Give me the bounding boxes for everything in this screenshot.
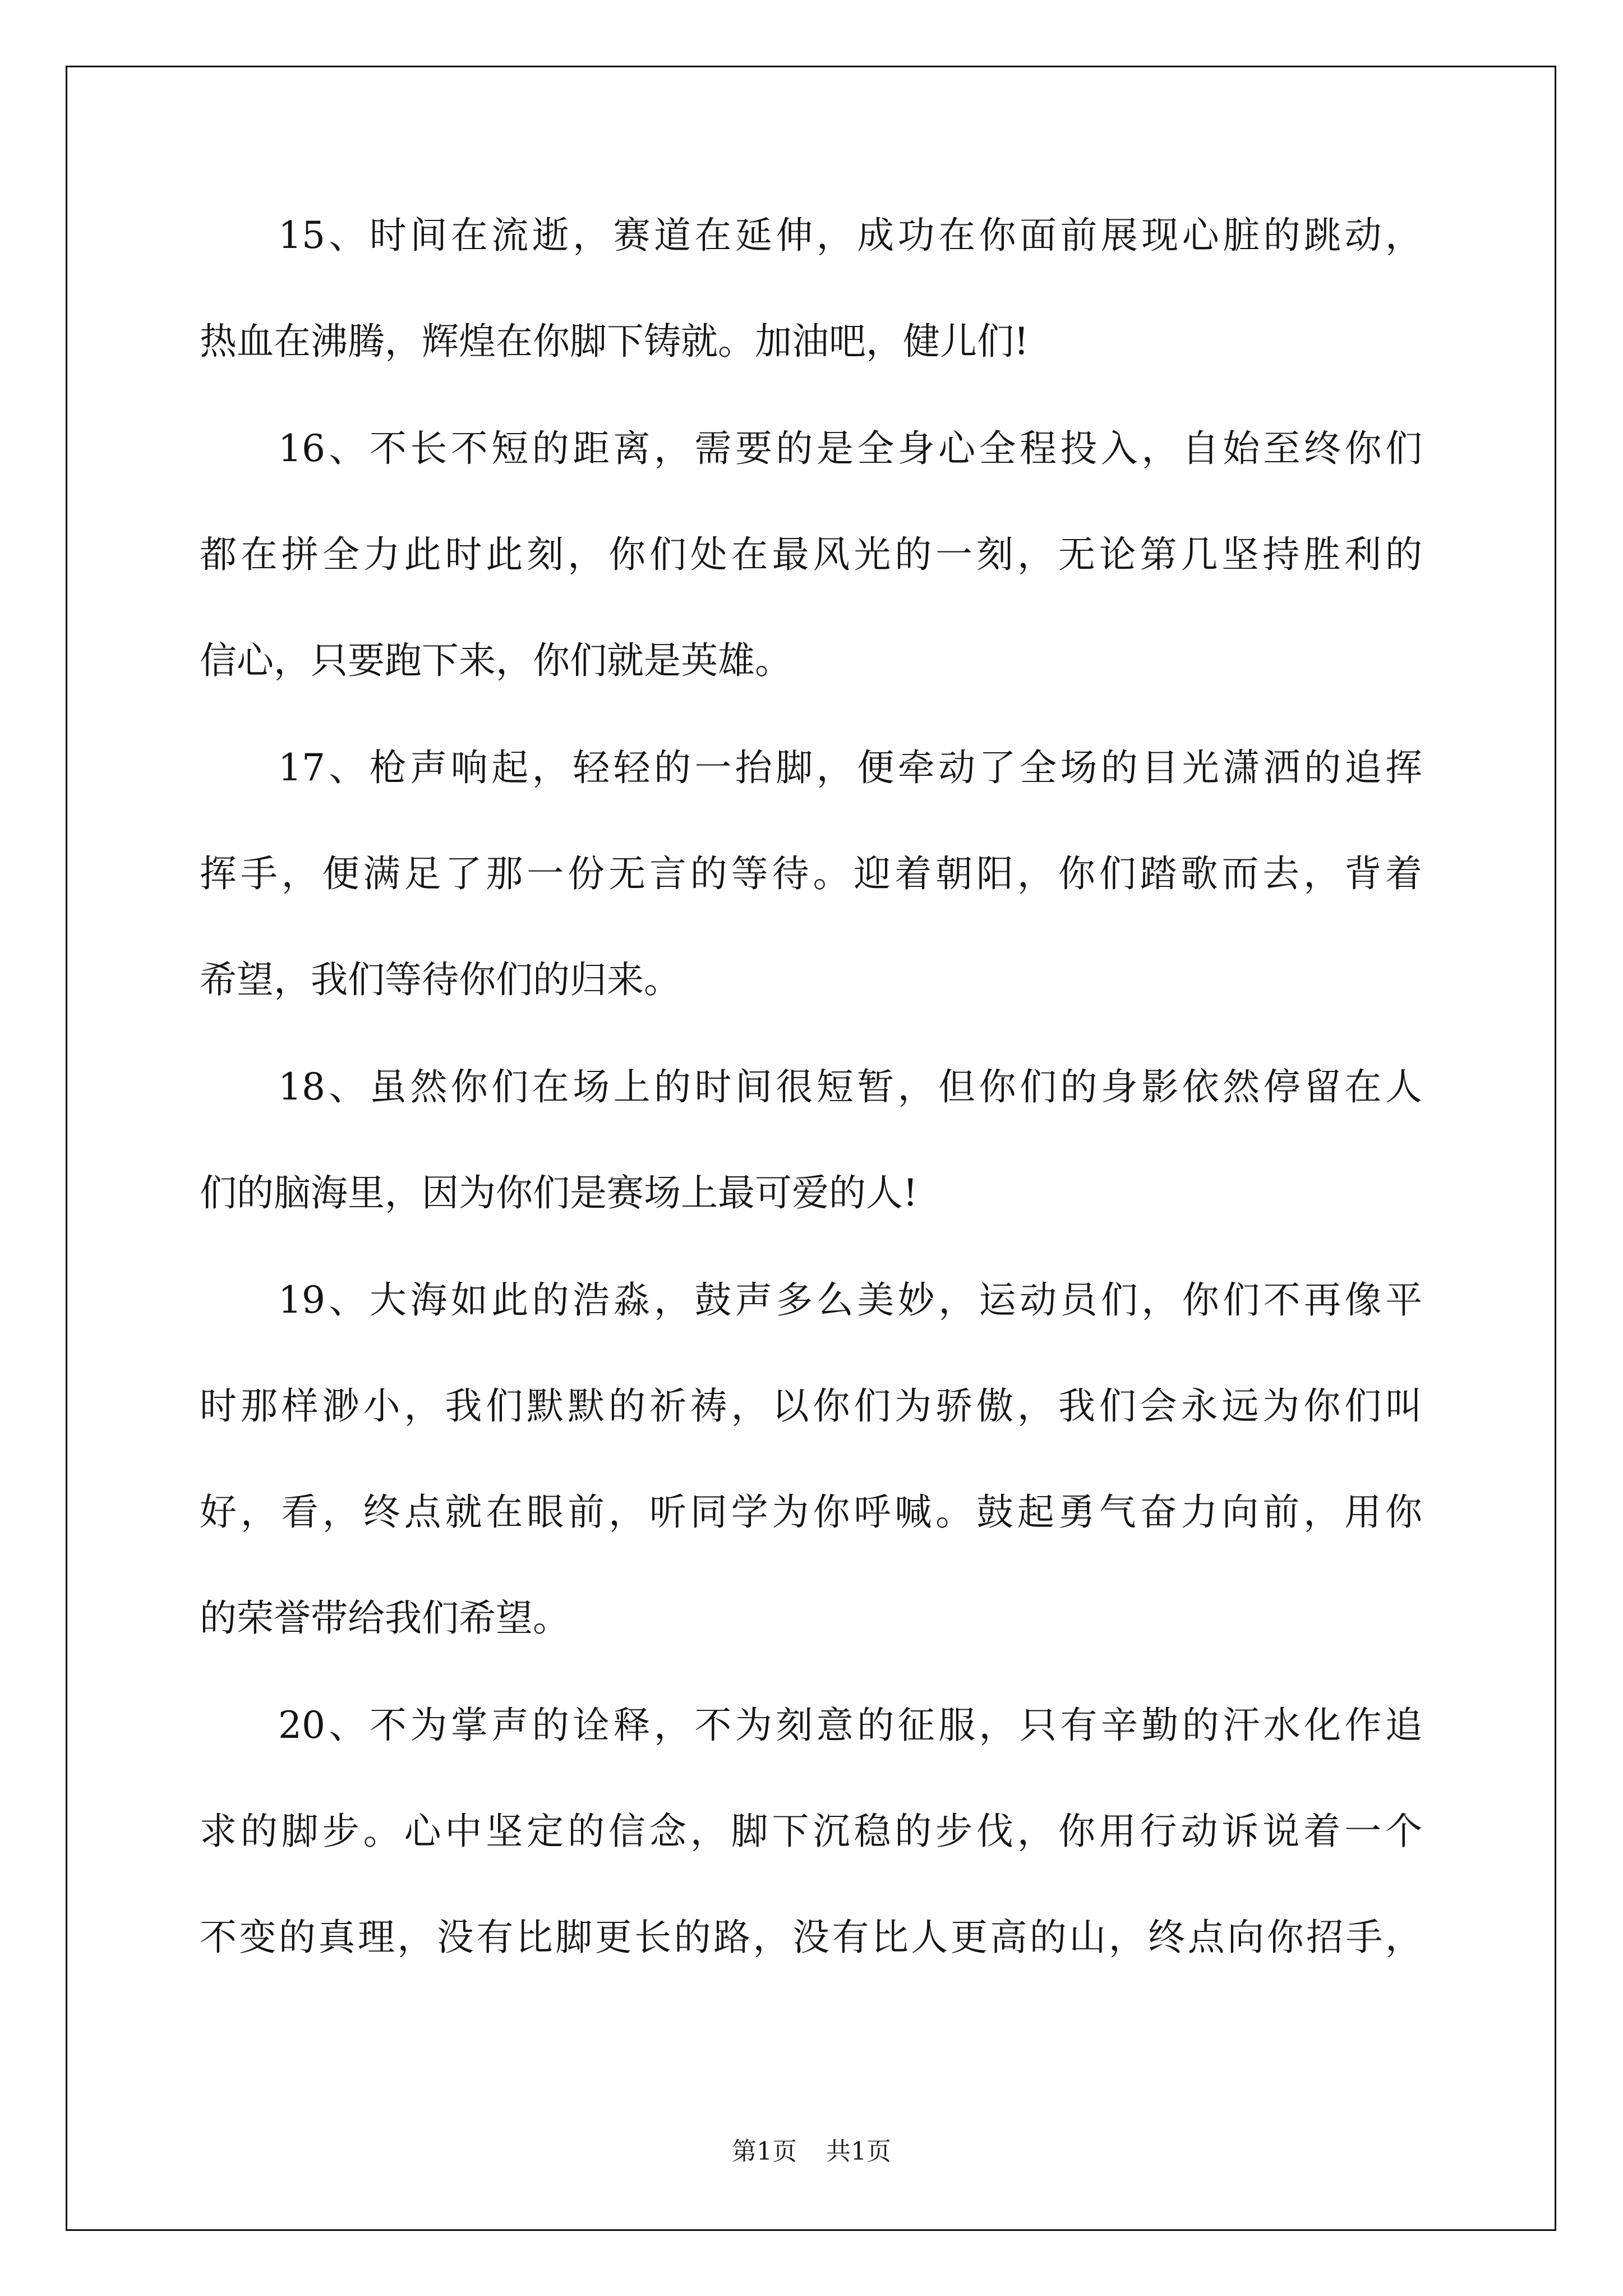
page-footer	[0, 2135, 1623, 2169]
paragraph-20-line-3: 不变的真理，没有比脚更长的路，没有比人更高的山，终点向你招手，	[200, 1916, 1422, 1959]
paragraph-18-line-2: 们的脑海里，因为你们是赛场上最可爱的人!	[200, 1171, 918, 1214]
paragraph-19-line-4: 的荣誉带给我们希望。	[200, 1596, 570, 1640]
paragraph-17-line-1: 17、枪声响起，轻轻的一抬脚，便牵动了全场的目光潇洒的追挥	[278, 746, 1422, 789]
paragraph-17-line-2: 挥手，便满足了那一份无言的等待。迎着朝阳，你们踏歌而去，背着	[200, 852, 1422, 895]
paragraph-15-line-1: 15、时间在流逝，赛道在延伸，成功在你面前展现心脏的跳动，	[278, 214, 1422, 257]
page-border	[66, 66, 1556, 2231]
page-number-current: 第1页	[732, 2137, 797, 2166]
paragraph-19-line-2: 时那样渺小，我们默默的祈祷，以你们为骄傲，我们会永远为你们叫	[200, 1384, 1422, 1428]
paragraph-16-line-2: 都在拼全力此时此刻，你们处在最风光的一刻，无论第几坚持胜利的	[200, 533, 1422, 576]
paragraph-20-line-2: 求的脚步。心中坚定的信念，脚下沉稳的步伐，你用行动诉说着一个	[200, 1810, 1422, 1853]
paragraph-17-line-3: 希望，我们等待你们的归来。	[200, 958, 681, 1001]
paragraph-16-line-3: 信心，只要跑下来，你们就是英雄。	[200, 639, 792, 682]
page-number-total: 共1页	[826, 2137, 891, 2166]
paragraph-16-line-1: 16、不长不短的距离，需要的是全身心全程投入，自始至终你们	[278, 427, 1422, 470]
paragraph-20-line-1: 20、不为掌声的诠释，不为刻意的征服，只有辛勤的汗水化作追	[278, 1704, 1422, 1747]
paragraph-18-line-1: 18、虽然你们在场上的时间很短暂，但你们的身影依然停留在人	[278, 1065, 1422, 1108]
paragraph-15-line-2: 热血在沸腾，辉煌在你脚下铸就。加油吧，健儿们!	[200, 320, 1029, 363]
paragraph-19-line-1: 19、大海如此的浩淼，鼓声多么美妙，运动员们，你们不再像平	[278, 1278, 1422, 1322]
paragraph-19-line-3: 好，看，终点就在眼前，听同学为你呼喊。鼓起勇气奋力向前，用你	[200, 1490, 1422, 1534]
